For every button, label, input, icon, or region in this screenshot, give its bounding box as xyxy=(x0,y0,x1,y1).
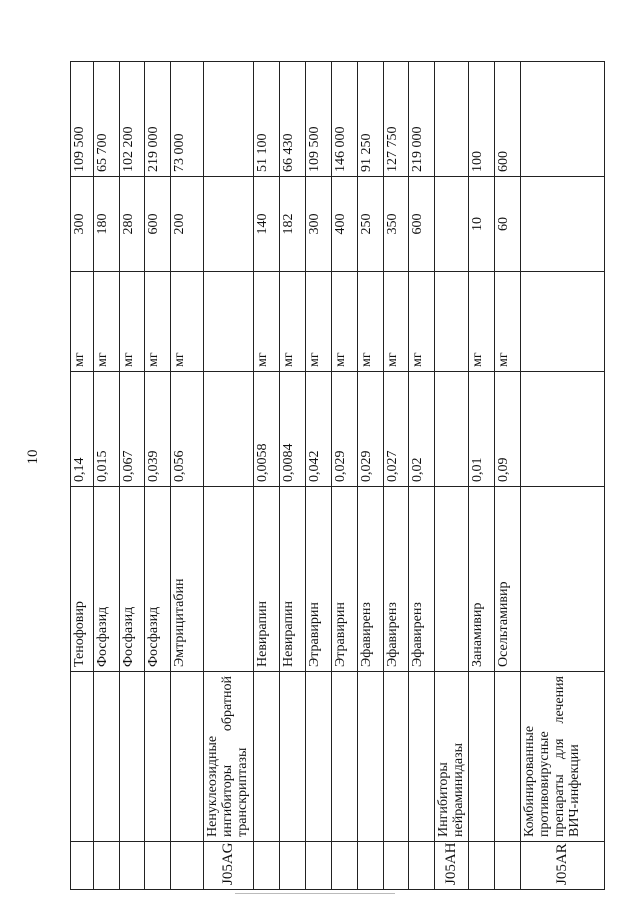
code-cell xyxy=(384,842,409,890)
group-cell xyxy=(469,672,495,842)
total-cell: 102 200 xyxy=(120,62,145,177)
unit-cell: мг xyxy=(384,272,409,372)
unit-cell: мг xyxy=(71,272,94,372)
total-cell: 66 430 xyxy=(280,62,306,177)
drug-name-cell: Этравирин xyxy=(332,487,358,672)
drug-name-cell: Занамивир xyxy=(469,487,495,672)
table-row xyxy=(204,62,254,890)
total-cell: 100 xyxy=(469,62,495,177)
group-cell xyxy=(94,672,120,842)
unit-cell xyxy=(435,272,469,372)
table-row xyxy=(409,62,435,890)
page-number: 10 xyxy=(25,449,41,465)
total-cell xyxy=(521,62,605,177)
drug-table xyxy=(70,61,605,890)
code-cell xyxy=(254,842,280,890)
code-cell xyxy=(332,842,358,890)
code-cell xyxy=(280,842,306,890)
group-cell xyxy=(358,672,384,842)
amount-cell: 400 xyxy=(332,177,358,272)
dose-cell: 0,02 xyxy=(409,372,435,487)
total-cell: 73 000 xyxy=(171,62,204,177)
table-row xyxy=(521,62,605,890)
table-row xyxy=(71,62,94,890)
amount-cell xyxy=(521,177,605,272)
amount-cell: 300 xyxy=(306,177,332,272)
drug-table-body xyxy=(71,62,605,890)
unit-cell: мг xyxy=(332,272,358,372)
code-cell xyxy=(358,842,384,890)
dose-cell: 0,027 xyxy=(384,372,409,487)
dose-cell: 0,015 xyxy=(94,372,120,487)
drug-name-cell: Невирапин xyxy=(254,487,280,672)
total-cell: 600 xyxy=(495,62,521,177)
group-cell xyxy=(120,672,145,842)
amount-cell: 600 xyxy=(409,177,435,272)
rotated-table-wrapper xyxy=(70,62,582,890)
table-row xyxy=(495,62,521,890)
dose-cell: 0,029 xyxy=(332,372,358,487)
amount-cell xyxy=(435,177,469,272)
drug-name-cell: Этравирин xyxy=(306,487,332,672)
amount-cell: 182 xyxy=(280,177,306,272)
table-row xyxy=(469,62,495,890)
unit-cell xyxy=(204,272,254,372)
unit-cell: мг xyxy=(171,272,204,372)
drug-name-cell: Тенофовир xyxy=(71,487,94,672)
total-cell xyxy=(435,62,469,177)
drug-name-cell xyxy=(521,487,605,672)
scan-artifact-line xyxy=(235,893,395,894)
dose-cell: 0,01 xyxy=(469,372,495,487)
group-cell xyxy=(306,672,332,842)
code-cell xyxy=(145,842,171,890)
table-row xyxy=(94,62,120,890)
dose-cell: 0,029 xyxy=(358,372,384,487)
total-cell: 219 000 xyxy=(145,62,171,177)
group-cell xyxy=(495,672,521,842)
total-cell: 91 250 xyxy=(358,62,384,177)
code-cell: J05AR xyxy=(521,842,605,890)
group-cell: Ненуклеозидные ингибиторы обратной транскриптазы xyxy=(204,672,254,842)
table-row xyxy=(145,62,171,890)
total-cell: 146 000 xyxy=(332,62,358,177)
group-cell xyxy=(254,672,280,842)
amount-cell: 600 xyxy=(145,177,171,272)
unit-cell: мг xyxy=(254,272,280,372)
table-row xyxy=(171,62,204,890)
dose-cell xyxy=(204,372,254,487)
drug-name-cell: Фосфазид xyxy=(145,487,171,672)
total-cell xyxy=(204,62,254,177)
unit-cell: мг xyxy=(306,272,332,372)
group-cell xyxy=(332,672,358,842)
table-row xyxy=(332,62,358,890)
total-cell: 127 750 xyxy=(384,62,409,177)
amount-cell: 140 xyxy=(254,177,280,272)
dose-cell xyxy=(435,372,469,487)
dose-cell: 0,14 xyxy=(71,372,94,487)
dose-cell: 0,067 xyxy=(120,372,145,487)
total-cell: 51 100 xyxy=(254,62,280,177)
code-cell xyxy=(120,842,145,890)
drug-name-cell: Эфавиренз xyxy=(358,487,384,672)
table-row xyxy=(358,62,384,890)
code-cell xyxy=(306,842,332,890)
dose-cell: 0,056 xyxy=(171,372,204,487)
amount-cell: 250 xyxy=(358,177,384,272)
code-cell xyxy=(469,842,495,890)
unit-cell: мг xyxy=(358,272,384,372)
total-cell: 65 700 xyxy=(94,62,120,177)
group-cell xyxy=(280,672,306,842)
total-cell: 109 500 xyxy=(71,62,94,177)
total-cell: 109 500 xyxy=(306,62,332,177)
amount-cell: 10 xyxy=(469,177,495,272)
amount-cell xyxy=(204,177,254,272)
drug-name-cell xyxy=(204,487,254,672)
code-cell xyxy=(171,842,204,890)
code-cell: J05AH xyxy=(435,842,469,890)
drug-name-cell: Эфавиренз xyxy=(384,487,409,672)
table-row xyxy=(306,62,332,890)
code-cell xyxy=(409,842,435,890)
unit-cell xyxy=(521,272,605,372)
amount-cell: 60 xyxy=(495,177,521,272)
amount-cell: 180 xyxy=(94,177,120,272)
dose-cell: 0,0084 xyxy=(280,372,306,487)
total-cell: 219 000 xyxy=(409,62,435,177)
drug-name-cell: Фосфазид xyxy=(120,487,145,672)
table-row xyxy=(435,62,469,890)
drug-name-cell: Осельтамивир xyxy=(495,487,521,672)
unit-cell: мг xyxy=(94,272,120,372)
unit-cell: мг xyxy=(495,272,521,372)
dose-cell: 0,0058 xyxy=(254,372,280,487)
drug-name-cell: Невирапин xyxy=(280,487,306,672)
code-cell xyxy=(71,842,94,890)
unit-cell: мг xyxy=(145,272,171,372)
unit-cell: мг xyxy=(409,272,435,372)
dose-cell xyxy=(521,372,605,487)
group-cell xyxy=(171,672,204,842)
table-row xyxy=(280,62,306,890)
drug-name-cell: Эмтрицитабин xyxy=(171,487,204,672)
unit-cell: мг xyxy=(120,272,145,372)
unit-cell: мг xyxy=(469,272,495,372)
amount-cell: 300 xyxy=(71,177,94,272)
group-cell: Ингибиторы нейраминидазы xyxy=(435,672,469,842)
drug-name-cell: Эфавиренз xyxy=(409,487,435,672)
table-row xyxy=(384,62,409,890)
amount-cell: 200 xyxy=(171,177,204,272)
group-cell xyxy=(71,672,94,842)
dose-cell: 0,039 xyxy=(145,372,171,487)
amount-cell: 280 xyxy=(120,177,145,272)
group-cell xyxy=(145,672,171,842)
code-cell: J05AG xyxy=(204,842,254,890)
group-cell: Комбинированные противовирусные препараты для лечения ВИЧ-инфекции xyxy=(521,672,605,842)
dose-cell: 0,09 xyxy=(495,372,521,487)
unit-cell: мг xyxy=(280,272,306,372)
drug-name-cell xyxy=(435,487,469,672)
group-cell xyxy=(409,672,435,842)
amount-cell: 350 xyxy=(384,177,409,272)
group-cell xyxy=(384,672,409,842)
table-row xyxy=(254,62,280,890)
code-cell xyxy=(94,842,120,890)
drug-name-cell: Фосфазид xyxy=(94,487,120,672)
dose-cell: 0,042 xyxy=(306,372,332,487)
code-cell xyxy=(495,842,521,890)
table-row xyxy=(120,62,145,890)
